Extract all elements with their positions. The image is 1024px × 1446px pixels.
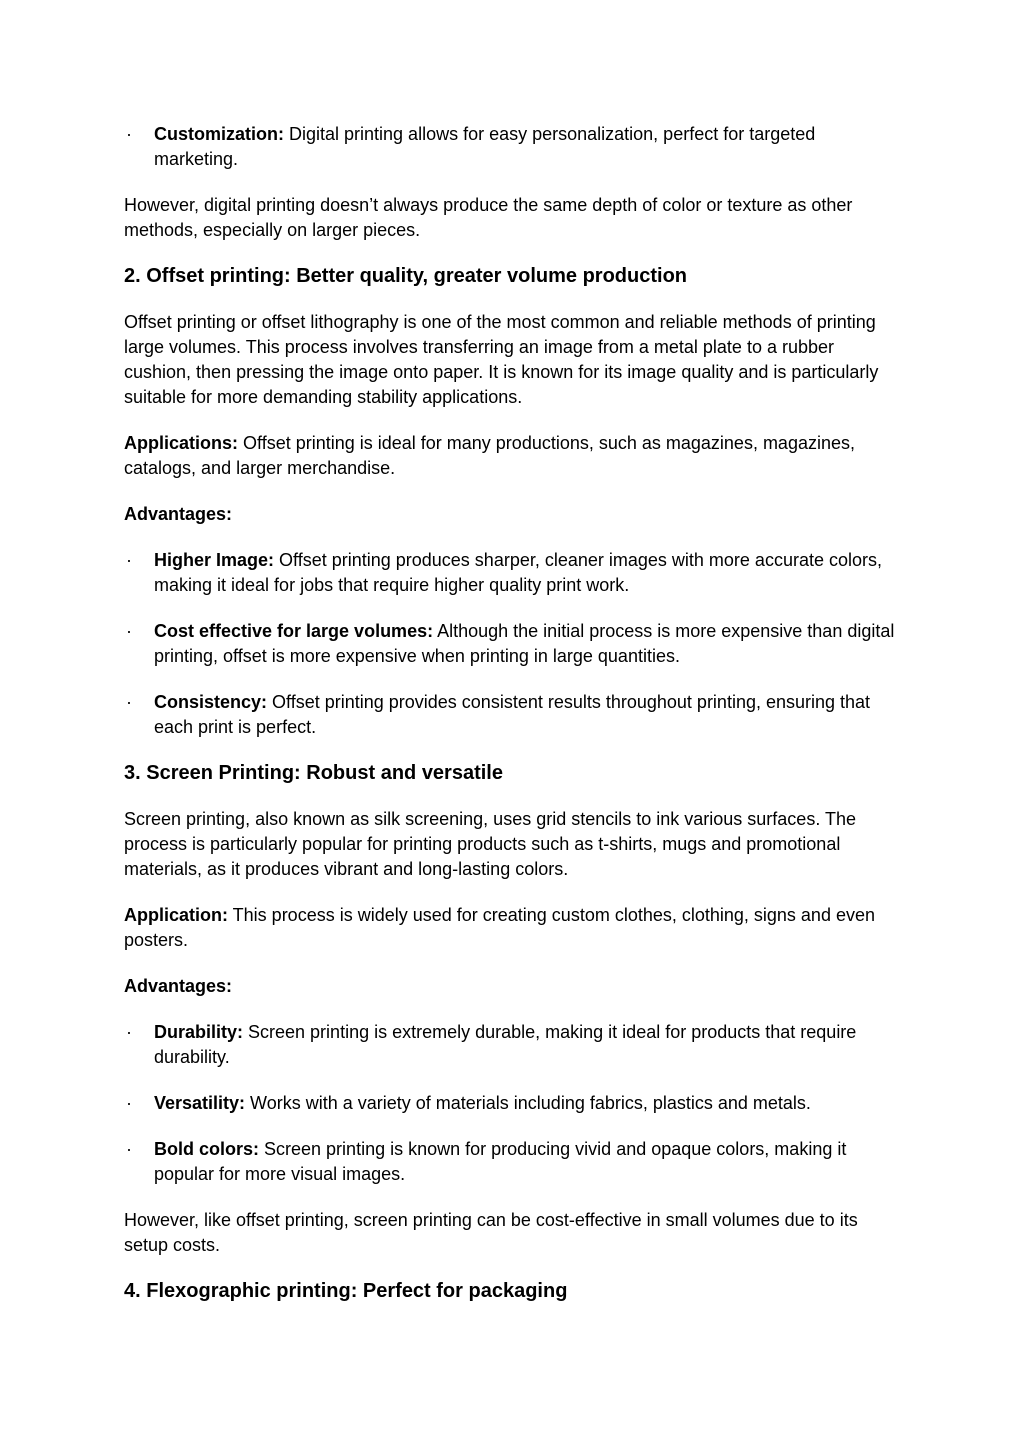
bullet-label: Durability: — [154, 1022, 244, 1042]
bullet-dot: · — [126, 1022, 132, 1042]
bullet-text: Although the initial process is more expensive than digital printing, offset is more expensive when printing in large quantities. — [154, 621, 895, 666]
bullet-dot: · — [126, 692, 132, 712]
bullet-text: Offset printing produces sharper, cleaner images with more accurate colors, making it ideal for jobs that require higher quality print work. — [154, 550, 882, 595]
application-label: Application: — [124, 905, 228, 925]
bullet-label: Higher Image: — [154, 550, 275, 570]
applications-text: Offset printing is ideal for many productions, such as magazines, magazines, catalogs, and larger merchandise. — [124, 433, 855, 478]
bullet-text: Screen printing is extremely durable, making it ideal for products that require durability. — [154, 1022, 857, 1067]
bullet-label: Cost effective for large volumes: — [154, 621, 434, 641]
bullet-text: Works with a variety of materials including fabrics, plastics and metals. — [245, 1093, 811, 1113]
bullet-dot: · — [126, 1093, 132, 1113]
bullet-bold-colors — [124, 1137, 900, 1187]
section-3-closing: However, like offset printing, screen printing can be cost-effective in small volumes due to its setup costs. — [124, 1210, 858, 1255]
bullet-higher-image — [124, 548, 900, 598]
section-3-application — [124, 903, 900, 953]
bullet-label: Consistency: — [154, 692, 268, 712]
bullet-text: Offset printing provides consistent results throughout printing, ensuring that each print is perfect. — [154, 692, 871, 737]
bullet-dot: · — [126, 550, 132, 570]
bullet-consistency — [124, 690, 900, 740]
section-3-paragraph: Screen printing, also known as silk screening, uses grid stencils to ink various surfaces. The process is particularly popular for printing products such as t-shirts, mugs and promotional materials, as it produces vibrant and long-lasting colors. — [124, 809, 857, 879]
section-3-advantages-label: Advantages: — [124, 976, 233, 996]
section-2-applications — [124, 431, 900, 481]
section-2-advantages-label: Advantages: — [124, 504, 233, 524]
section-2-paragraph: Offset printing or offset lithography is one of the most common and reliable methods of printing large volumes. This process involves transferring an image from a metal plate to a rubber cushion, then pressing the image onto paper. It is known for its image quality and is particularly suitable for more demanding stability applications. — [124, 312, 879, 407]
bullet-customization — [124, 122, 900, 172]
bullet-versatility — [124, 1091, 900, 1116]
section-3-heading: 3. Screen Printing: Robust and versatile — [124, 762, 503, 784]
bullet-label: Versatility: — [154, 1093, 246, 1113]
bullet-label: Bold colors: — [154, 1139, 260, 1159]
bullet-dot: · — [126, 124, 132, 144]
bullet-durability — [124, 1020, 900, 1070]
bullet-cost-effective — [124, 619, 900, 669]
application-text: This process is widely used for creating custom clothes, clothing, signs and even posters. — [124, 905, 875, 950]
intro-paragraph: However, digital printing doesn’t always produce the same depth of color or texture as other methods, especially on larger pieces. — [124, 195, 853, 240]
applications-label: Applications: — [124, 433, 239, 453]
bullet-dot: · — [126, 1139, 132, 1159]
bullet-dot: · — [126, 621, 132, 641]
bullet-text: Screen printing is known for producing vivid and opaque colors, making it popular for more visual images. — [154, 1139, 847, 1184]
bullet-text: Digital printing allows for easy personalization, perfect for targeted marketing. — [154, 124, 816, 169]
section-4-heading: 4. Flexographic printing: Perfect for packaging — [124, 1280, 568, 1302]
section-2-heading: 2. Offset printing: Better quality, greater volume production — [124, 265, 688, 287]
bullet-label: Customization: — [154, 124, 284, 144]
